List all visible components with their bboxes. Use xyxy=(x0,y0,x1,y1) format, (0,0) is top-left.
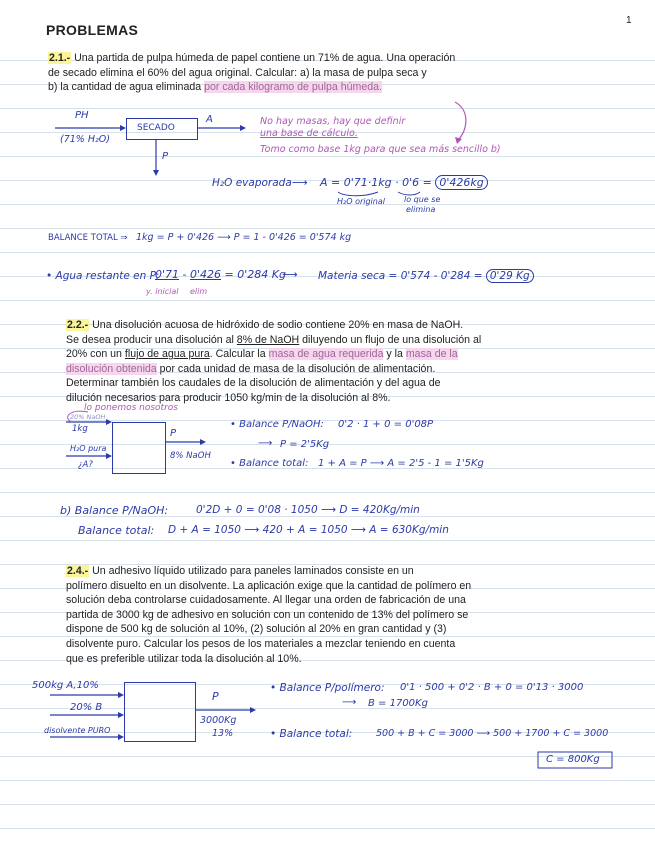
evap-sub-removed-1: lo que se xyxy=(404,195,441,204)
note-base-calculo: una base de cálculo. xyxy=(260,128,358,139)
part-b-label2: Balance total: xyxy=(78,524,155,537)
pulp-out-arrowhead xyxy=(153,170,159,176)
water-rest-sub-elim: elim xyxy=(190,287,208,296)
water-rest-sub-initial: y. inicial xyxy=(146,287,179,296)
balance-naoh-result: P = 2'5Kg xyxy=(280,439,330,450)
balance-polymer-label: • Balance P/polímero: xyxy=(270,682,385,694)
balance-total-24-eq: 500 + B + C = 3000 ⟶ 500 + 1700 + C = 3000 xyxy=(376,728,609,739)
balance-naoh-label: • Balance P/NaOH: xyxy=(230,419,324,430)
evap-brace-1 xyxy=(338,192,378,196)
answer-c: C = 800Kg xyxy=(546,754,600,765)
adhesive-out-mass: 3000Kg xyxy=(200,715,237,726)
water-feed-label: H₂O pura xyxy=(70,444,107,453)
page-number: 1 xyxy=(626,15,632,26)
pulp-in-label: PH xyxy=(75,110,89,121)
adhesive-out-arrowhead xyxy=(250,707,256,713)
water-out-arrowhead xyxy=(240,125,246,131)
solvent-label: disolvente PURO xyxy=(44,726,111,735)
problem-2-1-number: 2.1.- xyxy=(49,52,71,64)
balance-naoh-arrow: ⟶ xyxy=(258,438,273,449)
balance-polymer-result: B = 1700Kg xyxy=(368,698,428,709)
evap-sub-original: H₂O original xyxy=(337,197,385,206)
note-base-1kg: Tomo como base 1kg para que sea más sencillo b) xyxy=(260,144,501,155)
water-rest-label: • Agua restante en P: xyxy=(46,270,160,282)
problem-2-4-statement: 2.4.- Un adhesivo líquido utilizado para paneles laminados consiste en un polímero disuelto en un disolvente. La aplicación exige que la cantidad de polímero en solución deba controlarse cuidadosamente. Al llegar una orden de fabricación de una partida de 3000 kg de adhesivo en solución con un contenido de 13% del polímero se dispone de 500 kg de solución al 10%, (2) solución al 20% en gran cantidad y (3) disolvente puro. Calcular los pesos de los materiales a mezclar teniendo en cuenta que es preferible utilizar toda la disolución al 10%. xyxy=(66,565,472,665)
note-curved-arrow xyxy=(455,102,466,140)
product-arrowhead xyxy=(200,439,206,445)
dry-matter-result: 0'29 Kg xyxy=(486,269,534,283)
sol10-label: 500kg A,10% xyxy=(32,680,99,691)
problem-2-1-line2: de secado elimina el 60% del agua original. Calcular: a) la masa de pulpa seca y xyxy=(48,66,427,79)
note-no-masses: No hay masas, hay que definir xyxy=(260,116,406,127)
feed-composition: 20% NaOH xyxy=(70,413,106,421)
problem-2-1-line1: 2.1.- Una partida de pulpa húmeda de papel contiene un 71% de agua. Una operación xyxy=(49,52,456,64)
part-b-eq1: 0'2D + 0 = 0'08 · 1050 ⟶ D = 420Kg/min xyxy=(196,504,420,516)
evap-label: H₂O evaporada xyxy=(212,177,292,189)
feed-mass: 1kg xyxy=(72,424,88,434)
pulp-out-label: P xyxy=(162,151,169,162)
balance-total-label: BALANCE TOTAL ⇒ xyxy=(48,233,128,243)
balance-polymer-arrow: ⟶ xyxy=(342,697,357,708)
sol20-label: 20% B xyxy=(70,702,103,713)
balance-total-22-label: • Balance total: xyxy=(230,458,309,469)
page-title: PROBLEMAS xyxy=(46,22,139,38)
water-out-label: A xyxy=(206,114,213,125)
note-we-set-it: lo ponemos nosotros xyxy=(84,403,178,413)
water-feed-unknown: ¿A? xyxy=(78,460,93,470)
adhesive-mixer-box xyxy=(124,682,196,742)
balance-total-equation: 1kg = P + 0'426 ⟶ P = 1 - 0'426 = 0'574 kg xyxy=(136,232,352,243)
adhesive-out-label: P xyxy=(212,690,219,703)
problem-2-2-number: 2.2.- xyxy=(67,319,89,331)
mixer-box xyxy=(112,422,166,474)
pulp-in-composition: (71% H₂O) xyxy=(60,134,110,145)
problem-2-2-statement: 2.2.- Una disolución acuosa de hidróxido de sodio contiene 20% en masa de NaOH. Se desea producir una disolución al 8% de NaOH diluyendo un flujo de una disolución al 20% con un flujo de agua pura. Calcular la masa de agua requerida y la masa de la disolución obtenida por cada unidad de masa de la disolución de alimentación. Determinar también los caudales de la disolución de alimentación y del agua de dilución necesarios para producir 1050 kg/min de la disolución al 8%. xyxy=(66,319,482,404)
adhesive-out-composition: 13% xyxy=(212,728,234,739)
evap-equation: A = 0'71·1kg · 0'6 = 0'426kg xyxy=(320,176,488,189)
problem-2-1-line3: b) la cantidad de agua eliminada por cada kilogramo de pulpa húmeda. xyxy=(48,81,382,94)
highlight-per-kg: por cada kilogramo de pulpa húmeda. xyxy=(204,81,382,94)
problem-2-4-number: 2.4.- xyxy=(67,565,89,577)
balance-total-22-eq: 1 + A = P ⟶ A = 2'5 - 1 = 1'5Kg xyxy=(318,458,484,469)
product-composition: 8% NaOH xyxy=(170,451,211,461)
balance-naoh-eq: 0'2 · 1 + 0 = 0'08P xyxy=(338,419,434,430)
note-curved-arrowhead xyxy=(455,137,462,144)
evap-sub-removed-2: elimina xyxy=(406,205,436,214)
secado-label: SECADO xyxy=(137,123,175,133)
balance-total-24-label: • Balance total: xyxy=(270,728,353,740)
product-label: P xyxy=(170,428,177,439)
dry-matter-equation: Materia seca = 0'574 - 0'284 = 0'29 Kg xyxy=(318,270,534,282)
part-b-eq2: D + A = 1050 ⟶ 420 + A = 1050 ⟶ A = 630Kg/min xyxy=(168,524,449,536)
part-b-label: b) Balance P/NaOH: xyxy=(60,504,169,517)
evap-arrow: ⟶ xyxy=(292,176,308,189)
dry-matter-arrow: ⟶ xyxy=(282,268,298,281)
evap-result: 0'426kg xyxy=(435,175,487,190)
water-rest-equation: 0'71 - 0'426 = 0'284 Kg xyxy=(155,268,286,281)
balance-polymer-eq: 0'1 · 500 + 0'2 · B + 0 = 0'13 · 3000 xyxy=(400,682,584,693)
